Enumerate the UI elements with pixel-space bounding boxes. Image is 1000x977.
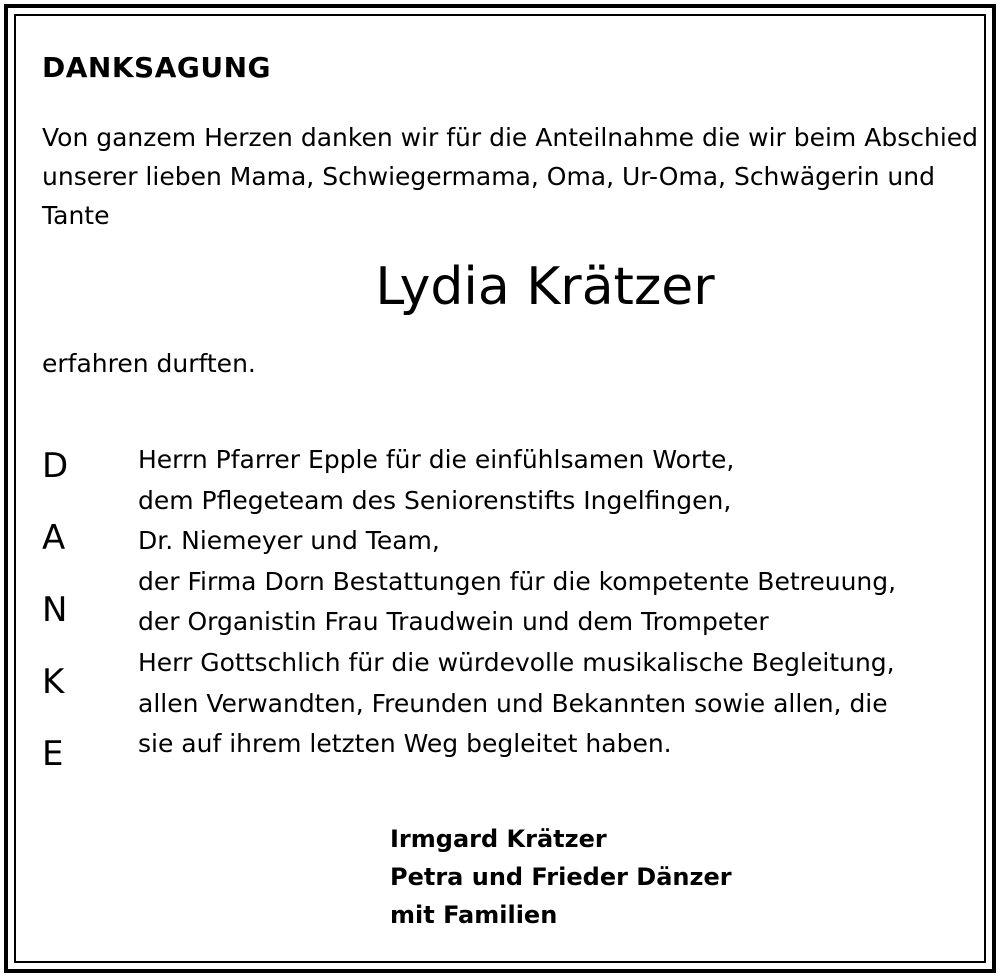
notice-heading: DANKSAGUNG — [42, 51, 272, 84]
thanks-line: der Organistin Frau Traudwein und dem Trompeter — [138, 607, 769, 637]
danke-vertical — [42, 444, 82, 804]
thanks-list — [138, 440, 896, 765]
danke-letter: N — [42, 590, 68, 630]
intro-text — [42, 118, 979, 235]
deceased-name: Lydia Krätzer — [375, 257, 715, 317]
signature-block — [390, 820, 732, 934]
thanks-line: Herr Gottschlich für die würdevolle musikalische Begleitung, — [138, 647, 895, 677]
intro-line: Von ganzem Herzen danken wir für die Anteilnahme die wir beim Abschied — [42, 123, 979, 152]
outro-text: erfahren durften. — [42, 349, 256, 378]
thanks-line: sie auf ihrem letzten Weg begleitet haben. — [138, 729, 672, 759]
signature-line: Petra und Frieder Dänzer — [390, 863, 732, 891]
thanks-line: dem Pflegeteam des Seniorenstifts Ingelfingen, — [138, 485, 732, 515]
danke-letter: E — [42, 734, 64, 774]
danke-letter: D — [42, 446, 69, 486]
thanks-line: der Firma Dorn Bestattungen für die kompetente Betreuung, — [138, 566, 897, 596]
danke-letter: A — [42, 518, 66, 558]
thanks-line: Dr. Niemeyer und Team, — [138, 526, 440, 556]
danke-letter: K — [42, 662, 65, 702]
intro-line: unserer lieben Mama, Schwiegermama, Oma, Ur-Oma, Schwägerin und — [42, 162, 935, 191]
thanks-line: Herrn Pfarrer Epple für die einfühlsamen Worte, — [138, 445, 735, 474]
intro-line: Tante — [42, 201, 110, 230]
signature-line: mit Familien — [390, 901, 558, 929]
thanks-line: allen Verwandten, Freunden und Bekannten sowie allen, die — [138, 688, 888, 718]
signature-line: Irmgard Krätzer — [390, 825, 607, 853]
